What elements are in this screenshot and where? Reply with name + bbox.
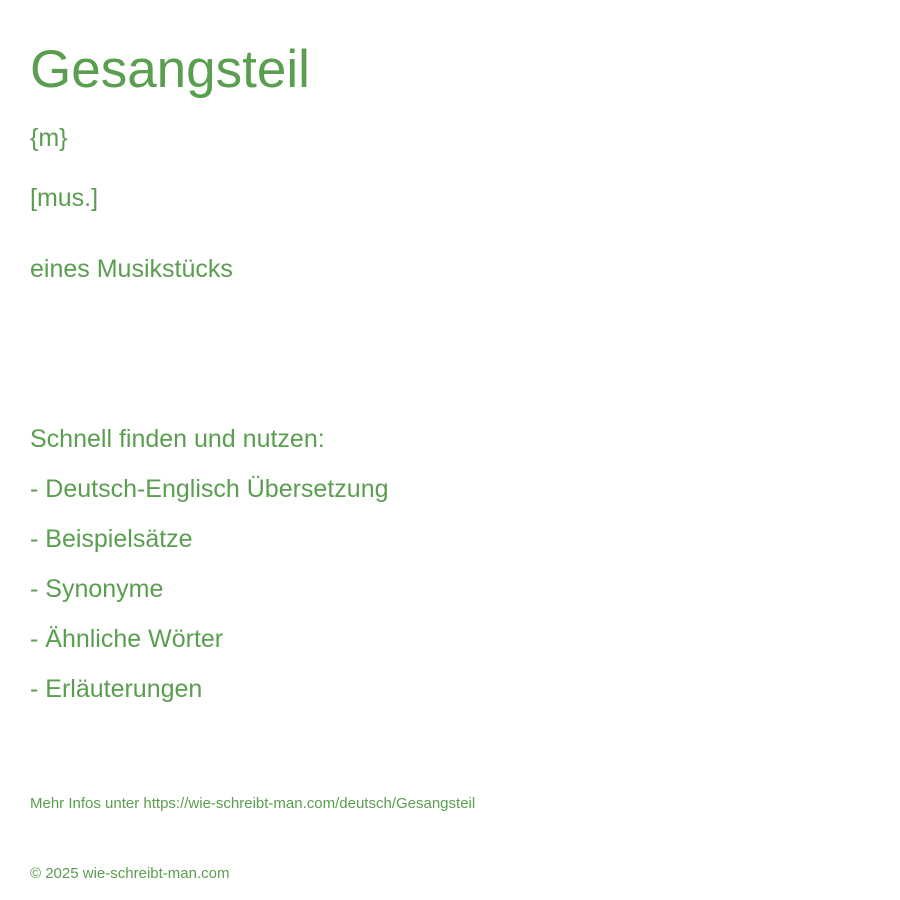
feature-item-synonyms: - Synonyme (30, 575, 164, 603)
features-list (30, 474, 389, 724)
feature-item-translation: - Deutsch-Englisch Übersetzung (30, 475, 389, 503)
definition-text: eines Musikstücks (30, 255, 233, 283)
more-info-link[interactable]: Mehr Infos unter https://wie-schreibt-man.com/deutsch/Gesangsteil (30, 795, 476, 812)
page-title: Gesangsteil (30, 40, 310, 99)
feature-item-example-sentences: - Beispielsätze (30, 525, 193, 553)
subject-domain-label: [mus.] (30, 184, 99, 212)
feature-item-explanations: - Erläuterungen (30, 675, 203, 703)
copyright-notice: © 2025 wie-schreibt-man.com (30, 865, 230, 882)
grammatical-gender: {m} (30, 124, 68, 152)
features-heading: Schnell finden und nutzen: (30, 425, 325, 453)
feature-item-similar-words: - Ähnliche Wörter (30, 625, 224, 653)
